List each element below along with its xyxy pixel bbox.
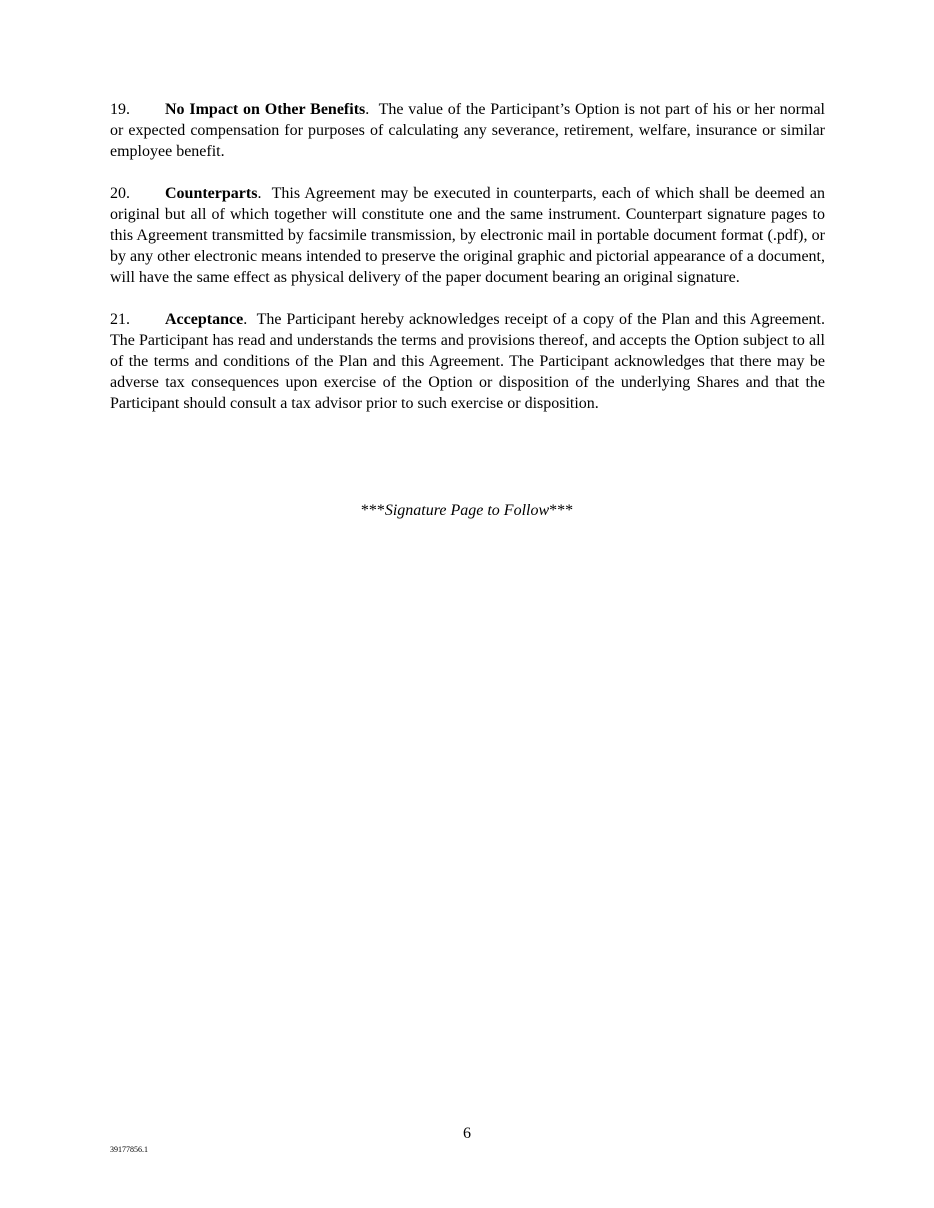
notice-suffix: *** (549, 502, 574, 519)
section-text: The Participant hereby acknowledges receipt of a copy of the Plan and this Agreement. The Participant has read and understands the terms and provisions thereof, and accepts the Option subject to all of the terms and conditions of the Plan and this Agreement. The Participant acknowledges that there may be adverse tax consequences upon exercise of the Option or disposition of the underlying Shares and that the Participant should consult a tax advisor prior to such exercise or disposition. (110, 311, 826, 412)
document-body (110, 99, 825, 435)
section-20 (110, 183, 825, 288)
notice-prefix: *** (360, 502, 385, 519)
section-text: The value of the Participant’s Option is not part of his or her normal or expected compensation for purposes of calculating any severance, retirement, welfare, insurance or similar employee benefit. (110, 101, 825, 160)
page-number: 6 (463, 1125, 471, 1142)
section-heading: No Impact on Other Benefits (165, 101, 366, 118)
document-id: 39177856.1 (110, 1145, 148, 1154)
section-number: 19. (110, 101, 130, 118)
section-19 (110, 99, 825, 162)
heading-period: . (365, 101, 370, 118)
section-text: This Agreement may be executed in counterparts, each of which shall be deemed an original but all of which together will constitute one and the same instrument. Counterpart signature pages to this Agreement transmitted by facsimile transmission, by electronic mail in portable document format (.pdf), or by any other electronic means intended to preserve the original graphic and pictorial appearance of a document, will have the same effect as physical delivery of the paper document bearing an original signature. (110, 185, 825, 286)
signature-page-notice (0, 500, 934, 521)
notice-text: Signature Page to Follow (384, 502, 550, 519)
section-heading: Counterparts (165, 185, 258, 202)
section-number: 21. (110, 311, 130, 328)
heading-period: . (257, 185, 262, 202)
section-21 (110, 309, 825, 414)
section-heading: Acceptance (165, 311, 244, 328)
section-number: 20. (110, 185, 130, 202)
heading-period: . (243, 311, 248, 328)
